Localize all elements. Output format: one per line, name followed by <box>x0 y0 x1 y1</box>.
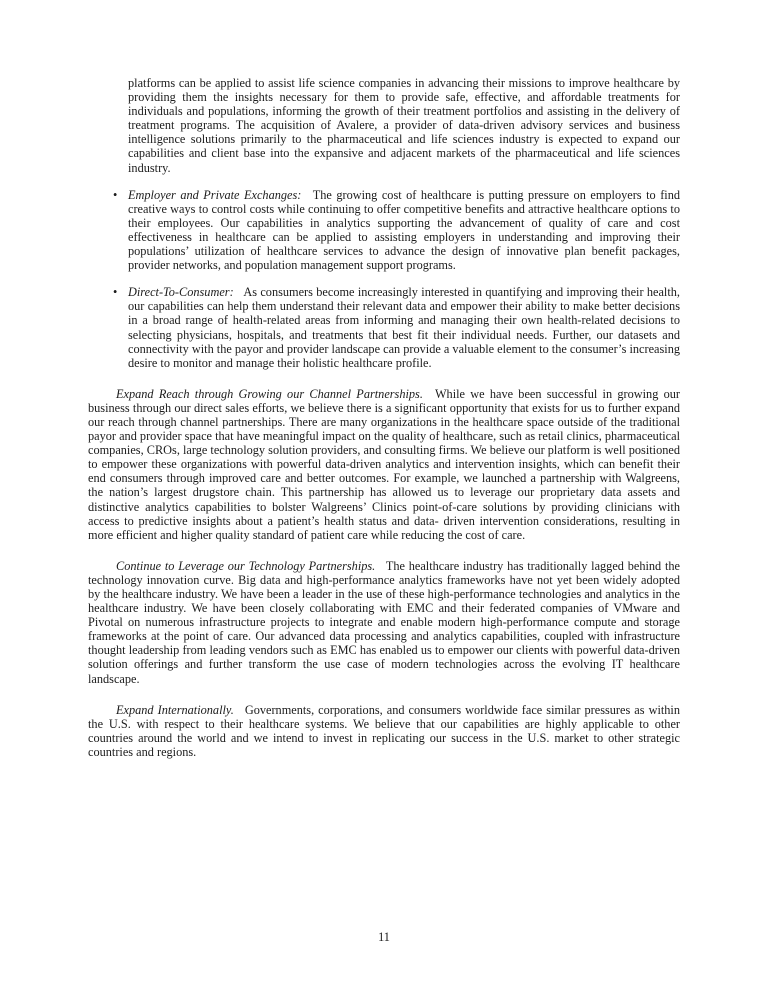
bullet-text: As consumers become increasingly interested in quantifying and improving their health, our capabilities can help them understand their relevant data and empower their ability to make better decisions in a broad range of health-related areas from informing and managing their own health-related decisions to selecting physicians, hospitals, and treatments that best fit their individual needs. Further, our datasets and connectivity with the payor and provider landscape can provide a valuable element to the consumer’s increasing desire to monitor and manage their holistic healthcare profile. <box>128 285 680 370</box>
page-content <box>88 76 680 759</box>
bullet-item <box>113 187 681 273</box>
paragraph-lead-label: Continue to Leverage our Technology Partnerships. <box>116 558 376 573</box>
bullet-marker: • <box>113 285 118 300</box>
bullet-text: The growing cost of healthcare is putting pressure on employers to find creative ways to control costs while continuing to offer competitive benefits and attractive healthcare options to their employees. Our capabilities in analytics supporting the advancement of quality of care and cost effectiveness in healthcare can be applied to assisting employers in understanding and improving their populations’ utilization of healthcare services to advance the design of innovative plan benefit packages, provider networks, and population management support programs. <box>128 187 681 273</box>
paragraph-text: While we have been successful in growing our business through our direct sales efforts, we believe there is a significant opportunity that exists for us to further expand our reach through channel partnerships. There are many organizations in the healthcare space outside of the traditional payor and provider space that have meaningful impact on the quality of healthcare, such as retail clinics, pharmaceutical companies, CROs, large technology solution providers, and consulting firms. We believe our platform is well positioned to empower these organizations with powerful data-driven analytics and intervention insights, which can benefit their end consumers through improved care and better outcomes. For example, we launched a partnership with Walgreens, the nation’s largest drugstore chain. This partnership has allowed us to leverage our proprietary data assets and distinctive analytics capabilities to bolster Walgreens’ Clinics point-of-care solutions by providing clinicians with access to predictive insights about a patient’s health status and data- driven intervention considerations, resulting in more efficient and higher quality standard of patient care while reducing the cost of care. <box>88 386 680 542</box>
bullet-item <box>113 285 680 370</box>
bullet-lead-label: Employer and Private Exchanges: <box>128 187 302 202</box>
body-paragraph <box>88 703 680 759</box>
bullet-lead-label: Direct-To-Consumer: <box>128 285 234 300</box>
paragraph-text: Governments, corporations, and consumers worldwide face similar pressures as within the U.S. with respect to their healthcare systems. We believe that our capabilities are highly applicable to other countries around the world and we intend to invest in replicating our success in the U.S. market to other strategic countries and regions. <box>88 702 680 759</box>
paragraph-text: platforms can be applied to assist life science companies in advancing their missions to improve healthcare by providing them the insights necessary for them to provide safe, effective, and affordable treatments for individuals and populations, informing the growth of their treatment portfolios and assisting in the delivery of treatment programs. The acquisition of Avalere, a provider of data-driven advisory services and business intelligence solutions primarily to the pharmaceutical and life sciences industry is expected to expand our capabilities and client base into the expansive and adjacent markets of the pharmaceutical and life sciences industry. <box>128 76 680 175</box>
paragraph-lead-label: Expand Internationally. <box>116 702 234 717</box>
page-number: 11 <box>378 930 390 944</box>
bullet-marker: • <box>113 187 118 202</box>
paragraph-text: The healthcare industry has traditionally lagged behind the technology innovation curve. Big data and high-performance analytics frameworks have not yet been widely adopted by the healthcare industry. We have been a leader in the use of these high-performance technologies and analytics in the healthcare industry. We have been closely collaborating with EMC and their federated companies of VMware and Pivotal on numerous infrastructure projects to integrate and enable modern high-performance compute and storage frameworks at the point of care. Our advanced data processing and analytics capabilities, coupled with infrastructure thought leadership from leading vendors such as EMC has enabled us to empower our clients with powerful data-driven solution offerings and further transform the use case of modern technologies across the evolving IT healthcare landscape. <box>88 558 680 686</box>
body-paragraph <box>88 559 680 686</box>
body-paragraph <box>88 387 680 542</box>
paragraph-lead-label: Expand Reach through Growing our Channel Partnerships. <box>116 386 423 401</box>
bullet-continuation-paragraph <box>128 76 680 175</box>
